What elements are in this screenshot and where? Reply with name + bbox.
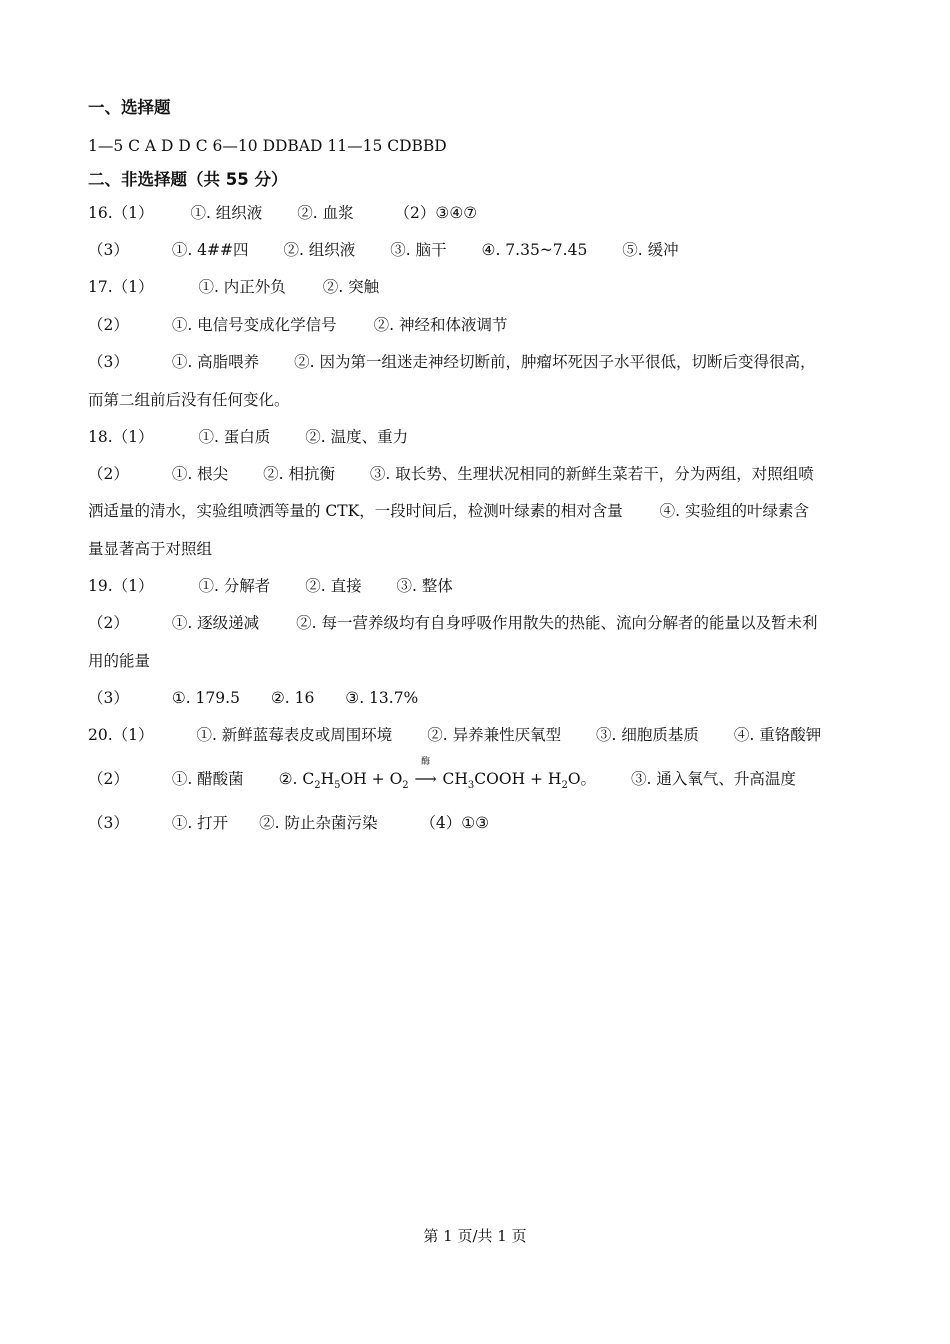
q16-3-a1: ①. 4##四 xyxy=(171,241,249,259)
q20-3-a1: ①. 打开 xyxy=(171,814,229,832)
q20-line2 xyxy=(88,757,868,796)
q20-4-answer: ①③ xyxy=(461,814,490,832)
q19-line1 xyxy=(88,576,868,596)
q20-line3 xyxy=(88,813,868,833)
q18-2-a3: ③. 取长势、生理状况相同的新鲜生菜若干，分为两组，对照组喷 xyxy=(369,465,814,483)
q18-label: 18.（1） xyxy=(88,428,154,446)
q17-3-label: （3） xyxy=(88,353,129,371)
q17-line1 xyxy=(88,277,868,297)
q19-2-a2-cont: 用的能量 xyxy=(88,652,151,670)
q20-1-a1: ①. 新鲜蓝莓表皮或周围环境 xyxy=(196,726,393,744)
q16-line1 xyxy=(88,203,868,223)
q19-2-a1: ①. 逐级递减 xyxy=(171,614,260,632)
q19-line2 xyxy=(88,613,868,633)
q19-3-a3: ③. 13.7% xyxy=(345,689,419,707)
q20-3-label: （3） xyxy=(88,814,129,832)
q16-2-answer: ③④⑦ xyxy=(435,204,478,222)
q16-1-a2: ②. 血浆 xyxy=(297,204,354,222)
q18-line2 xyxy=(88,464,868,484)
q20-2-eq-prefix: ②. xyxy=(278,770,303,788)
q19-3-label: （3） xyxy=(88,689,129,707)
q20-2-label: （2） xyxy=(88,770,129,788)
q17-3-continued: 而第二组前后没有任何变化。 xyxy=(88,391,290,409)
q20-2-equation: ②. $C_2H_5OH + O_2$ 酶 ⟶ $CH_3COOH + H_2O$。 xyxy=(278,757,597,792)
section-title-nonchoice: 二、非选择题（共 55 分） xyxy=(88,170,288,189)
q18-1-a2: ②. 温度、重力 xyxy=(305,428,409,446)
q18-1-a1: ①. 蛋白质 xyxy=(198,428,271,446)
q17-2-label: （2） xyxy=(88,316,129,334)
q16-line2 xyxy=(88,240,868,260)
q20-2-a3: ③. 通入氧气、升高温度 xyxy=(630,770,796,788)
q17-2-a2: ②. 神经和体液调节 xyxy=(373,316,508,334)
page-footer: 第 1 页/共 1 页 xyxy=(423,1227,527,1245)
q19-2-a2: ②. 每一营养级均有自身呼吸作用散失的热能、流向分解者的能量以及暂未利 xyxy=(296,614,818,632)
q16-3-a4: ④. 7.35~7.45 xyxy=(481,241,588,259)
q19-3-a1: ①. 179.5 xyxy=(171,689,240,707)
q19-3-a2: ②. 16 xyxy=(270,689,315,707)
q20-2-a1: ①. 醋酸菌 xyxy=(171,770,244,788)
q16-3-a2: ②. 组织液 xyxy=(283,241,356,259)
q20-line1 xyxy=(88,725,868,745)
q16-3-a5: ⑤. 缓冲 xyxy=(622,241,679,259)
reaction-arrow: 酶 ⟶ xyxy=(414,757,437,788)
q18-2-a1: ①. 根尖 xyxy=(171,465,229,483)
q18-line3 xyxy=(88,501,868,521)
q20-4-label: （4） xyxy=(420,814,462,832)
q18-2-a2: ②. 相抗衡 xyxy=(263,465,335,483)
q17-2-a1: ①. 电信号变成化学信号 xyxy=(171,316,337,334)
q16-3-label: （3） xyxy=(88,241,129,259)
q19-1-a3: ③. 整体 xyxy=(396,577,453,595)
q20-1-a3: ③. 细胞质基质 xyxy=(596,726,699,744)
q17-line3 xyxy=(88,352,868,372)
q17-label: 17.（1） xyxy=(88,278,154,296)
q16-3-a3: ③. 脑干 xyxy=(390,241,447,259)
q17-3-a2: ②. 因为第一组迷走神经切断前，肿瘤坏死因子水平很低，切断后变得很高， xyxy=(294,353,816,371)
q19-1-a1: ①. 分解者 xyxy=(198,577,271,595)
q19-2-label: （2） xyxy=(88,614,129,632)
q19-label: 19.（1） xyxy=(88,577,154,595)
q20-label: 20.（1） xyxy=(88,726,154,744)
q19-1-a2: ②. 直接 xyxy=(305,577,362,595)
q18-2-a3-cont: 洒适量的清水，实验组喷洒等量的 CTK，一段时间后，检测叶绿素的相对含量 xyxy=(88,502,623,520)
q17-line2 xyxy=(88,315,868,335)
q18-2-label: （2） xyxy=(88,465,129,483)
q20-3-a2: ②. 防止杂菌污染 xyxy=(259,814,378,832)
choice-answers: 1—5 C A D D C 6—10 DDBAD 11—15 CDBBD xyxy=(88,137,447,155)
q19-line3 xyxy=(88,688,868,708)
section-title-choice: 一、选择题 xyxy=(88,98,171,117)
q18-2-a4-cont: 量显著高于对照组 xyxy=(88,540,213,558)
q17-3-a1: ①. 高脂喂养 xyxy=(171,353,260,371)
q17-1-a1: ①. 内正外负 xyxy=(198,278,286,296)
q16-2-label: （2） xyxy=(394,204,436,222)
q20-1-a2: ②. 异养兼性厌氧型 xyxy=(427,726,562,744)
q16-1-a1: ①. 组织液 xyxy=(190,204,263,222)
q16-label: 16.（1） xyxy=(88,204,154,222)
catalyst-label: 酶 xyxy=(421,757,431,767)
q18-line1 xyxy=(88,427,868,447)
q20-1-a4: ④. 重铬酸钾 xyxy=(733,726,822,744)
q17-1-a2: ②. 突触 xyxy=(322,278,380,296)
q18-2-a4: ④. 实验组的叶绿素含 xyxy=(659,502,810,520)
